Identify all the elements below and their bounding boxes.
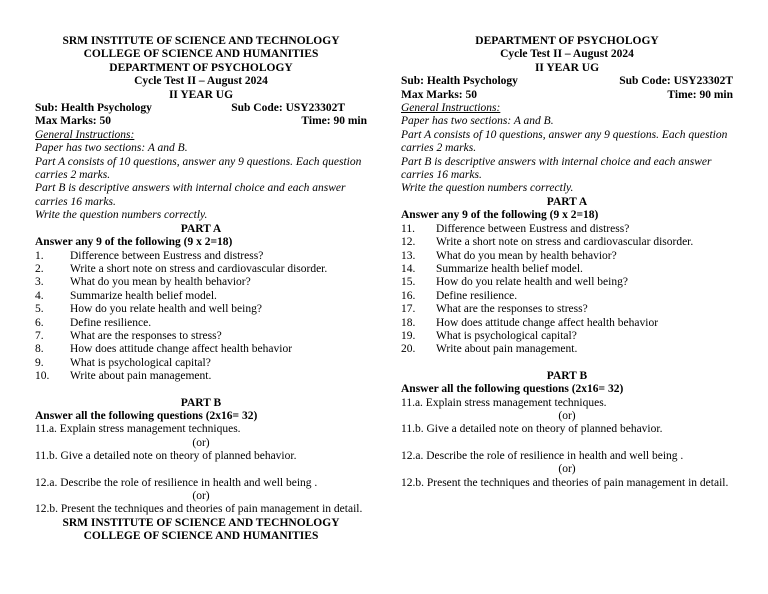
or-label: (or) — [192, 490, 210, 502]
exam-title: Cycle Test II – August 2024 — [500, 48, 634, 61]
marks-row — [401, 89, 733, 102]
list-item: 2. Write a short note on stress and cardiovascular disorder. — [35, 262, 328, 275]
list-item: 5. How do you relate health and well being? — [35, 303, 262, 316]
question-12b: 12.b. Present the techniques and theories of pain management in detail. — [401, 476, 729, 489]
list-item: 16. Define resilience. — [401, 289, 518, 302]
institute-name: SRM INSTITUTE OF SCIENCE AND TECHNOLOGY — [62, 35, 340, 47]
list-item: 12. Write a short note on stress and cardiovascular disorder. — [401, 236, 694, 249]
question-11b: 11.b. Give a detailed note on theory of planned behavior. — [35, 450, 297, 463]
subject-row — [35, 102, 367, 115]
question-12a: 12.a. Describe the role of resilience in health and well being . — [401, 449, 684, 462]
question-11a: 11.a. Explain stress management techniques. — [401, 396, 607, 409]
instruction-line: Write the question numbers correctly. — [401, 182, 574, 195]
list-item: 9. What is psychological capital? — [35, 356, 211, 369]
list-item: 10. Write about pain management. — [35, 370, 212, 383]
department-name: DEPARTMENT OF PSYCHOLOGY — [475, 35, 659, 47]
max-marks: Max Marks: 50 — [35, 115, 112, 128]
exam-time: Time: 90 min — [301, 115, 367, 128]
marks-row — [35, 115, 367, 128]
exam-time: Time: 90 min — [667, 88, 733, 101]
list-item: 19. What is psychological capital? — [401, 329, 577, 342]
question-11b: 11.b. Give a detailed note on theory of planned behavior. — [401, 423, 663, 436]
instruction-line: Part A consists of 10 questions, answer any 9 questions. Each question carries 2 marks. — [401, 128, 728, 155]
instructions-heading: General Instructions: — [401, 102, 501, 115]
subject-code: Sub Code: USY23302T — [231, 102, 345, 115]
or-label: (or) — [558, 463, 576, 476]
instruction-line: Write the question numbers correctly. — [35, 209, 208, 222]
year-label: II YEAR UG — [534, 61, 600, 74]
list-item: 8. How does attitude change affect health behavior — [35, 343, 293, 356]
department-name: DEPARTMENT OF PSYCHOLOGY — [109, 61, 293, 74]
max-marks: Max Marks: 50 — [401, 88, 478, 101]
list-item: 11. Difference between Eustress and distress? — [401, 222, 630, 235]
list-item: 6. Define resilience. — [35, 316, 152, 329]
list-item: 3. What do you mean by health behavior? — [35, 276, 251, 289]
part-a-question-list — [35, 250, 367, 384]
part-b-title: PART B — [546, 369, 588, 382]
list-item: 15. How do you relate health and well being? — [401, 276, 628, 289]
list-item: 4. Summarize health belief model. — [35, 289, 217, 302]
part-a-title: PART A — [546, 195, 588, 208]
part-a-instruction: Answer any 9 of the following (9 x 2=18) — [401, 209, 599, 222]
part-a-instruction: Answer any 9 of the following (9 x 2=18) — [35, 236, 233, 249]
subject-name: Sub: Health Psychology — [401, 75, 518, 88]
list-item: 18. How does attitude change affect health behavior — [401, 316, 659, 329]
instruction-line: Part A consists of 10 questions, answer any 9 questions. Each question carries 2 marks. — [35, 155, 362, 182]
part-a-title: PART A — [180, 222, 222, 235]
part-b-title: PART B — [180, 396, 222, 409]
or-label: (or) — [558, 409, 576, 422]
list-item: 14. Summarize health belief model. — [401, 262, 583, 275]
instruction-line: Part B is descriptive answers with internal choice and each answer carries 16 marks. — [401, 155, 712, 182]
footer-college-name: COLLEGE OF SCIENCE AND HUMANITIES — [83, 530, 319, 543]
subject-row — [401, 75, 733, 88]
list-item: 1. Difference between Eustress and distress? — [35, 249, 264, 262]
list-item: 17. What are the responses to stress? — [401, 303, 588, 316]
question-11a: 11.a. Explain stress management techniques. — [35, 423, 241, 436]
question-12b: 12.b. Present the techniques and theories of pain management in detail. — [35, 503, 363, 516]
left-column — [35, 35, 367, 544]
part-b-instruction: Answer all the following questions (2x16= 32) — [401, 383, 624, 396]
part-a-question-list — [401, 223, 733, 357]
year-label: II YEAR UG — [168, 88, 234, 101]
part-b-instruction: Answer all the following questions (2x16= 32) — [35, 409, 258, 422]
instruction-line: Part B is descriptive answers with internal choice and each answer carries 16 marks. — [35, 182, 346, 208]
question-12a: 12.a. Describe the role of resilience in health and well being . — [35, 476, 318, 489]
list-item: 20. Write about pain management. — [401, 343, 578, 356]
right-column — [401, 35, 733, 490]
or-label: (or) — [192, 436, 210, 449]
instruction-line: Paper has two sections: A and B. — [35, 142, 188, 155]
college-name: COLLEGE OF SCIENCE AND HUMANITIES — [83, 48, 319, 61]
instructions-heading: General Instructions: — [35, 128, 135, 141]
instruction-line: Paper has two sections: A and B. — [401, 115, 554, 128]
list-item: 7. What are the responses to stress? — [35, 329, 222, 342]
subject-code: Sub Code: USY23302T — [619, 75, 733, 88]
footer-institute-name: SRM INSTITUTE OF SCIENCE AND TECHNOLOGY — [62, 516, 340, 529]
list-item: 13. What do you mean by health behavior? — [401, 249, 617, 262]
subject-name: Sub: Health Psychology — [35, 102, 152, 115]
exam-title: Cycle Test II – August 2024 — [134, 75, 268, 88]
